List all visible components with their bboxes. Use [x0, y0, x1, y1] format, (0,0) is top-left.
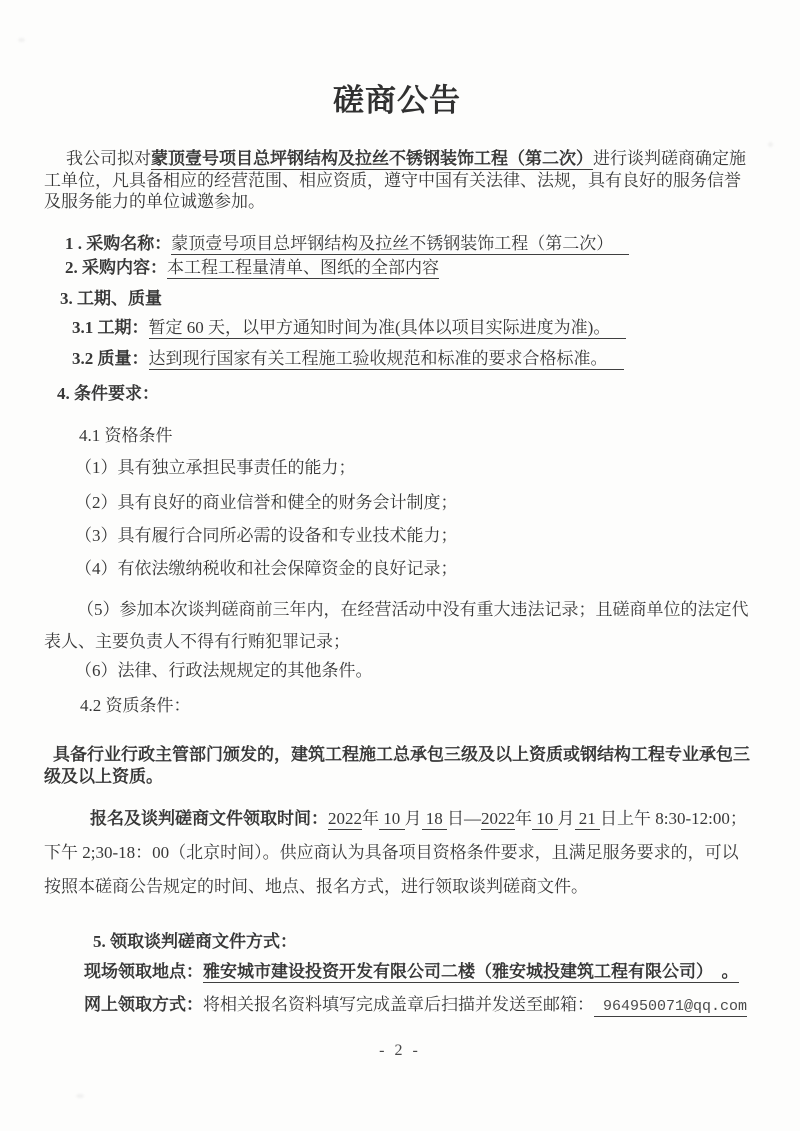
- qualification-heading: 4.1 资格条件: [79, 425, 173, 445]
- online-label: 网上领取方式：: [84, 994, 203, 1014]
- condition-item: （6）法律、行政法规规定的其他条件。: [75, 660, 373, 680]
- purchase-content-item: [65, 258, 750, 278]
- scan-artifact: [76, 1094, 84, 1098]
- collection-time-year2: 2022: [481, 808, 515, 828]
- unit-text: 年: [362, 808, 379, 828]
- intro-lead: 我公司拟对: [66, 149, 151, 168]
- collection-time-day2: 21: [574, 808, 600, 828]
- duration-label: 3.1 工期：: [72, 317, 149, 337]
- collection-time-month1: 10: [379, 808, 405, 828]
- unit-text: 月: [404, 808, 422, 828]
- collection-time-label: 报名及谈判磋商文件领取时间：: [90, 808, 328, 828]
- page-number: - 2 -: [379, 1042, 421, 1059]
- credential-heading: 4.2 资质条件：: [80, 695, 191, 715]
- scan-artifact: [736, 602, 742, 606]
- onsite-label: 现场领取地点：: [84, 961, 203, 981]
- quality-item: [72, 349, 750, 369]
- purchase-name-value: 蒙顶壹号项目总坪钢结构及拉丝不锈钢装饰工程（第二次）: [171, 234, 629, 255]
- duration-item: [72, 318, 750, 338]
- unit-text: 年: [515, 808, 532, 828]
- quality-value: 达到现行国家有关工程施工验收规范和标准的要求合格标准。: [149, 349, 624, 370]
- scan-artifact: [18, 38, 25, 42]
- collection-method-heading: 5. 领取谈判磋商文件方式：: [93, 931, 297, 951]
- contact-email: 964950071@qq.com: [594, 997, 748, 1015]
- page-title: 磋商公告: [333, 83, 461, 118]
- condition-item: （5）参加本次谈判磋商前三年内，在经营活动中没有重大违法记录；且磋商单位的法定代表人、主要负责人不得有行贿犯罪记录；: [44, 599, 749, 651]
- condition-item: （3）具有履行合同所必需的设备和专业技术能力；: [75, 525, 458, 545]
- schedule-quality-heading: 3. 工期、质量: [60, 288, 162, 308]
- collection-time-year1: 2022: [328, 808, 362, 828]
- condition-item: （1）具有独立承担民事责任的能力；: [75, 457, 356, 477]
- online-collection-line: [84, 994, 750, 1018]
- intro-rest: 进行谈判磋商确定施工单位，凡具备相应的经营范围、相应资质，遵守中国有关法律、法规，具有良好的服务信誉及服务能力的单位诚邀参加。: [44, 149, 746, 211]
- unit-text: 日—: [447, 808, 481, 828]
- duration-value: 暂定 60 天，以甲方通知时间为准(具体以项目实际进度为准)。: [149, 318, 627, 339]
- unit-text: 月: [557, 808, 575, 828]
- onsite-collection-line: [84, 961, 750, 983]
- purchase-content-value: 本工程工程量清单、图纸的全部内容: [167, 257, 439, 277]
- online-instruction: 将相关报名资料填写完成盖章后扫描并发送至邮箱：: [203, 994, 594, 1014]
- onsite-address: 雅安城市建设投资开发有限公司二楼（雅安城投建筑工程有限公司） 。: [203, 961, 739, 981]
- quality-label: 3.2 质量：: [72, 348, 149, 368]
- purchase-name-item: [65, 234, 750, 254]
- collection-time-month2: 10: [532, 808, 558, 828]
- intro-project-name: 蒙顶壹号项目总坪钢结构及拉丝不锈钢装饰工程（第二次）: [151, 149, 593, 168]
- collection-time-paragraph: [44, 802, 750, 904]
- condition-item: （4）有依法缴纳税收和社会保障资金的良好记录；: [75, 558, 458, 578]
- collection-time-tail: 日上午 8:30-12:00；下午 2;30-18：00（北京时间）。供应商认为具备项目资格条件要求，且满足服务要求的，可以按照本磋商公告规定的时间、地点、报名方式，进行领取谈判磋商文件。: [44, 808, 747, 896]
- purchase-content-label: 2. 采购内容：: [65, 257, 167, 277]
- purchase-name-label: 1 . 采购名称：: [65, 233, 172, 253]
- requirements-heading: 4. 条件要求：: [57, 383, 159, 403]
- collection-time-day1: 18: [421, 808, 447, 828]
- scan-artifact: [768, 142, 773, 147]
- intro-paragraph: [44, 148, 750, 213]
- condition-item: （2）具有良好的商业信誉和健全的财务会计制度；: [75, 492, 458, 512]
- credential-paragraph: 具备行业行政主管部门颁发的，建筑工程施工总承包三级及以上资质或钢结构工程专业承包三级及以上资质。: [44, 744, 750, 786]
